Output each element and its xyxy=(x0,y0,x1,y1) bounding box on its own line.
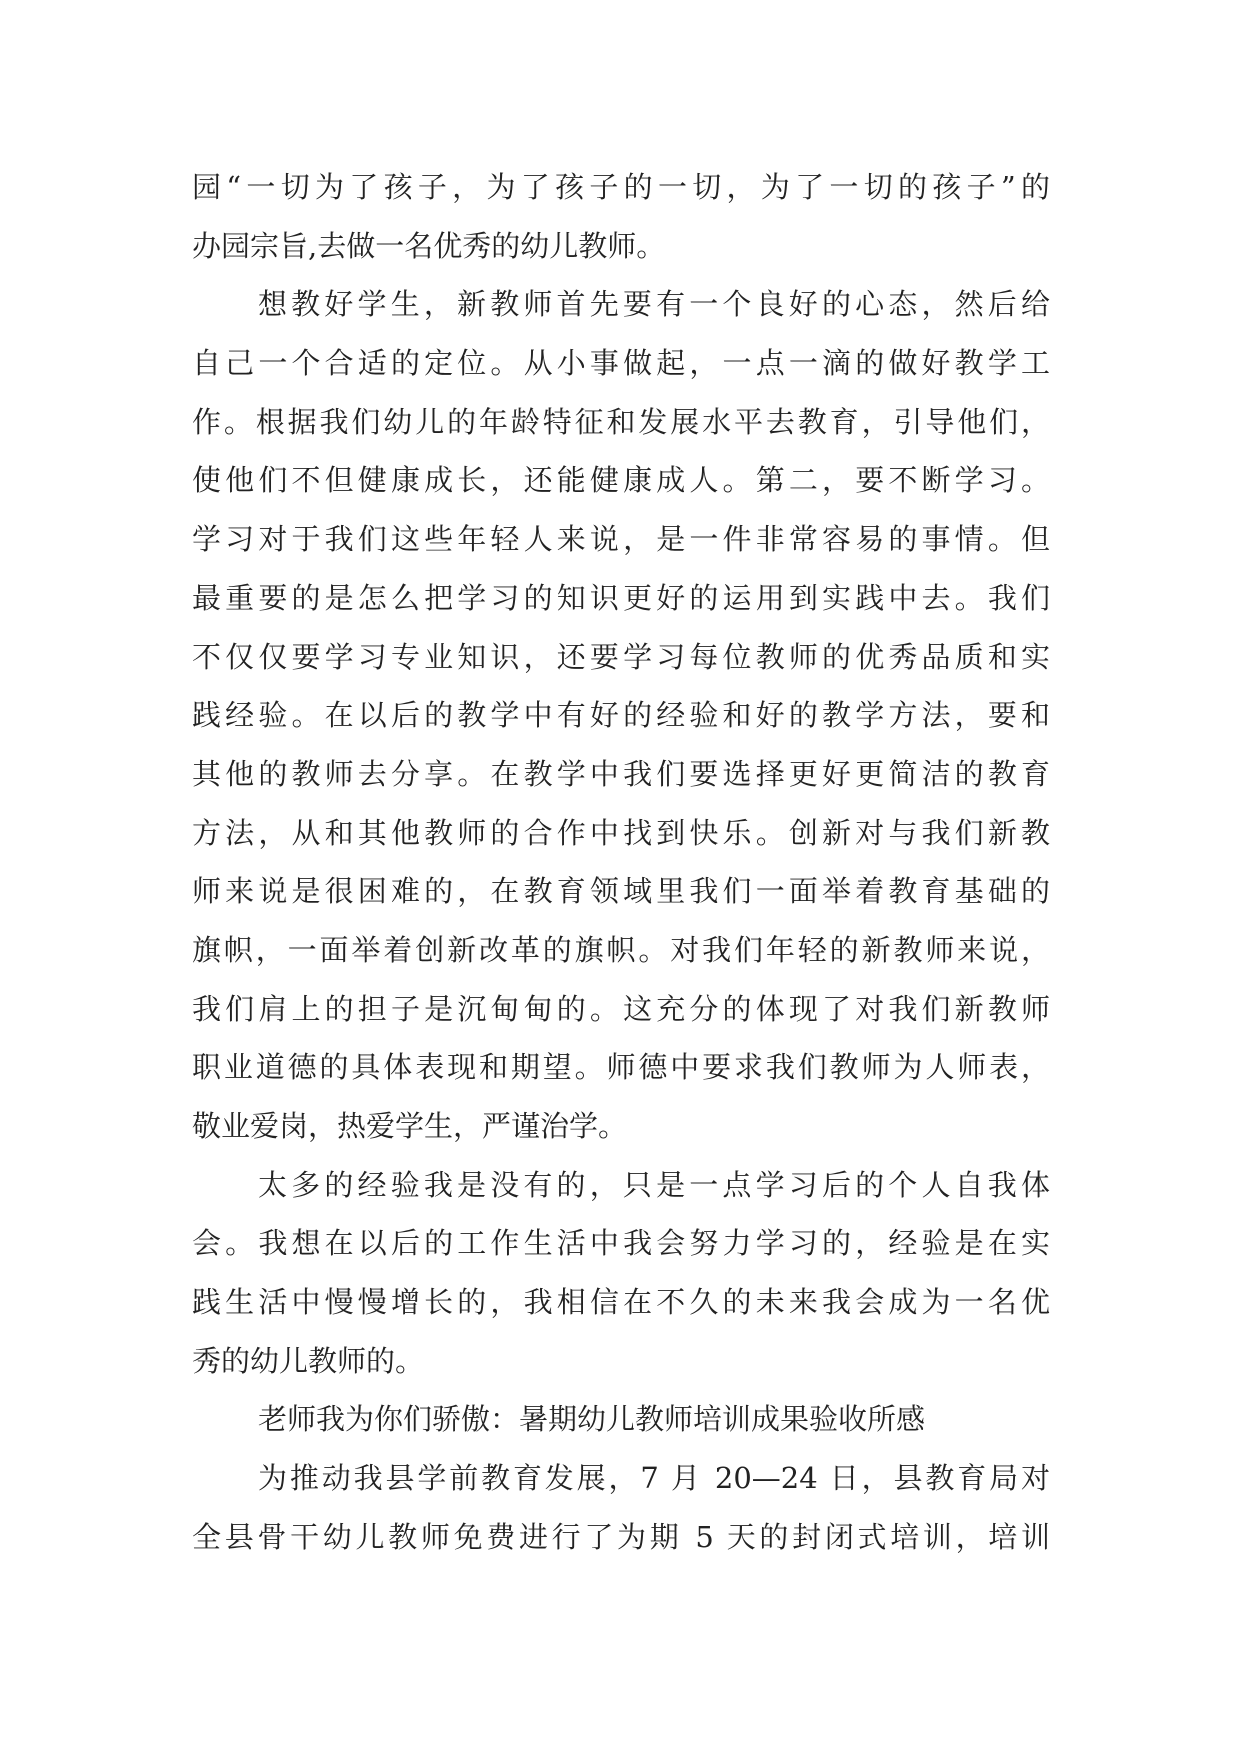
text-line: 老师我为你们骄傲：暑期幼儿教师培训成果验收所感 xyxy=(258,1402,926,1437)
text-line: 践经验。在以后的教学中有好的经验和好的教学方法，要和 xyxy=(192,698,1050,733)
text-line: 师来说是很困难的，在教育领域里我们一面举着教育基础的 xyxy=(192,874,1050,909)
text-line: 全县骨干幼儿教师免费进行了为期 5 天的封闭式培训，培训 xyxy=(192,1519,1050,1554)
text-line: 践生活中慢慢增长的，我相信在不久的未来我会成为一名优 xyxy=(192,1285,1050,1320)
text-line: 会。我想在以后的工作生活中我会努力学习的，经验是在实 xyxy=(192,1226,1050,1261)
text-line: 我们肩上的担子是沉甸甸的。这充分的体现了对我们新教师 xyxy=(192,991,1050,1026)
text-line: 园“一切为了孩子，为了孩子的一切，为了一切的孩子”的 xyxy=(192,170,1050,204)
text-line: 学习对于我们这些年轻人来说，是一件非常容易的事情。但 xyxy=(192,522,1050,557)
text-line: 不仅仅要学习专业知识，还要学习每位教师的优秀品质和实 xyxy=(192,639,1050,674)
text-line: 使他们不但健康成长，还能健康成人。第二，要不断学习。 xyxy=(192,463,1050,498)
text-line: 为推动我县学前教育发展，7 月 20—24 日，县教育局对 xyxy=(258,1461,1050,1496)
text-line: 最重要的是怎么把学习的知识更好的运用到实践中去。我们 xyxy=(192,580,1050,615)
text-line: 秀的幼儿教师的。 xyxy=(192,1343,425,1378)
text-line: 其他的教师去分享。在教学中我们要选择更好更简洁的教育 xyxy=(192,756,1050,791)
text-line: 太多的经验我是没有的，只是一点学习后的个人自我体 xyxy=(258,1167,1050,1202)
text-line: 作。根据我们幼儿的年龄特征和发展水平去教育，引导他们， xyxy=(192,404,1050,439)
document-body xyxy=(192,158,1050,1567)
text-line: 旗帜，一面举着创新改革的旗帜。对我们年轻的新教师来说， xyxy=(192,932,1050,967)
text-line: 方法，从和其他教师的合作中找到快乐。创新对与我们新教 xyxy=(192,815,1050,850)
text-line: 敬业爱岗，热爱学生，严谨治学。 xyxy=(192,1109,628,1143)
text-line: 想教好学生，新教师首先要有一个良好的心态，然后给 xyxy=(258,287,1050,322)
text-line: 办园宗旨,去做一名优秀的幼儿教师。 xyxy=(192,228,666,263)
text-line: 自己一个合适的定位。从小事做起，一点一滴的做好教学工 xyxy=(192,346,1050,381)
text-line: 职业道德的具体表现和期望。师德中要求我们教师为人师表， xyxy=(192,1050,1050,1085)
